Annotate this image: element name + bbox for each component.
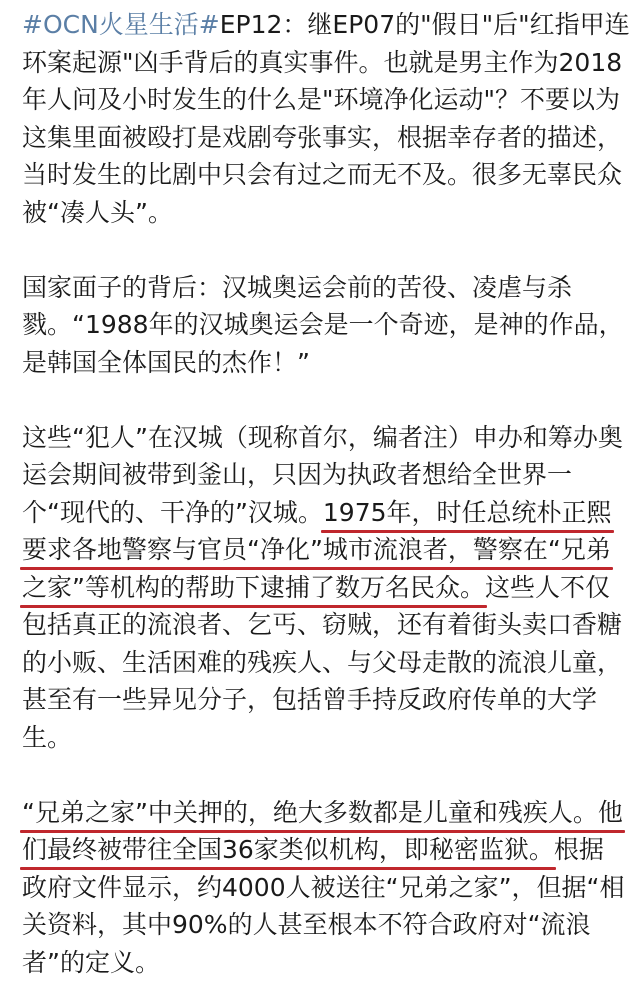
text-line: [22, 344, 622, 382]
paragraph-gap: [22, 381, 622, 419]
hashtag-link[interactable]: #OCN火星生活#: [22, 10, 220, 39]
text-line: [22, 44, 622, 82]
underlined-text: 们最终被带往全国36家类似机构，即秘密监狱。: [22, 835, 554, 864]
text-line: [22, 419, 622, 457]
text-line: [22, 569, 622, 607]
paragraph-gap: [22, 756, 622, 794]
text-segment: 戮。“1988年的汉城奥运会是一个奇迹，是神的作品，: [22, 310, 624, 339]
text-line: [22, 119, 622, 157]
text-line: [22, 456, 622, 494]
underlined-text: 要求各地警察与官员“净化”城市流浪者，警察在“兄弟: [22, 535, 611, 564]
text-segment: 包括真正的流浪者、乞丐、窃贼，还有着街头卖口香糖: [22, 610, 622, 639]
text-segment: 是韩国全体国民的杰作！”: [22, 348, 310, 377]
text-segment: 生。: [22, 723, 72, 752]
underlined-text: “兄弟之家”中关押的，绝大多数都是儿童和残疾人。他: [22, 798, 623, 827]
underlined-text: 1975年，时任总统朴正熙: [323, 498, 612, 527]
text-line: [22, 269, 622, 307]
paragraph-gap: [22, 231, 622, 269]
text-segment: 这些“犯人”在汉城（现称首尔，编者注）申办和筹办奥: [22, 423, 623, 452]
text-segment: 这集里面被殴打是戏剧夸张事实，根据幸存者的描述，: [22, 123, 622, 152]
text-line: [22, 81, 622, 119]
text-segment: 甚至有一些异见分子，包括曾手持反政府传单的大学: [22, 685, 597, 714]
text-line: [22, 719, 622, 757]
paragraph: [22, 269, 622, 382]
text-segment: 根据: [554, 835, 604, 864]
text-line: [22, 6, 622, 44]
text-segment: 个“现代的、干净的”汉城。: [22, 498, 323, 527]
text-line: [22, 494, 622, 532]
text-line: [22, 644, 622, 682]
text-line: [22, 306, 622, 344]
text-segment: 运会期间被带到釜山，只因为执政者想给全世界一: [22, 460, 572, 489]
text-segment: EP12：继EP07的"假日"后"红指甲连: [220, 10, 630, 39]
text-line: [22, 831, 622, 869]
text-line: [22, 681, 622, 719]
text-segment: 这些人不仅: [485, 573, 610, 602]
text-segment: 被“凑人头”。: [22, 198, 173, 227]
text-segment: 国家面子的背后：汉城奥运会前的苦役、凌虐与杀: [22, 273, 572, 302]
text-segment: 年人问及小时发生的什么是"环境净化运动"？不要以为: [22, 85, 620, 114]
text-segment: 关资料，其中90%的人甚至根本不符合政府对“流浪: [22, 910, 591, 939]
text-line: [22, 869, 622, 907]
text-line: [22, 606, 622, 644]
text-line: [22, 531, 622, 569]
text-segment: 当时发生的比剧中只会有过之而无不及。很多无辜民众: [22, 160, 622, 189]
text-line: [22, 944, 622, 981]
paragraph: [22, 6, 622, 231]
text-line: [22, 156, 622, 194]
underlined-text: 之家”等机构的帮助下逮捕了数万名民众。: [22, 573, 485, 602]
text-segment: 的小贩、生活困难的残疾人、与父母走散的流浪儿童，: [22, 648, 622, 677]
text-segment: 政府文件显示，约4000人被送往“兄弟之家”，但据“相: [22, 873, 624, 902]
paragraph: [22, 419, 622, 757]
text-line: [22, 906, 622, 944]
paragraph: [22, 794, 622, 981]
text-segment: 环案起源"凶手背后的真实事件。也就是男主作为2018: [22, 48, 622, 77]
text-line: [22, 794, 622, 832]
text-segment: 者”的定义。: [22, 948, 160, 977]
text-line: [22, 194, 622, 232]
